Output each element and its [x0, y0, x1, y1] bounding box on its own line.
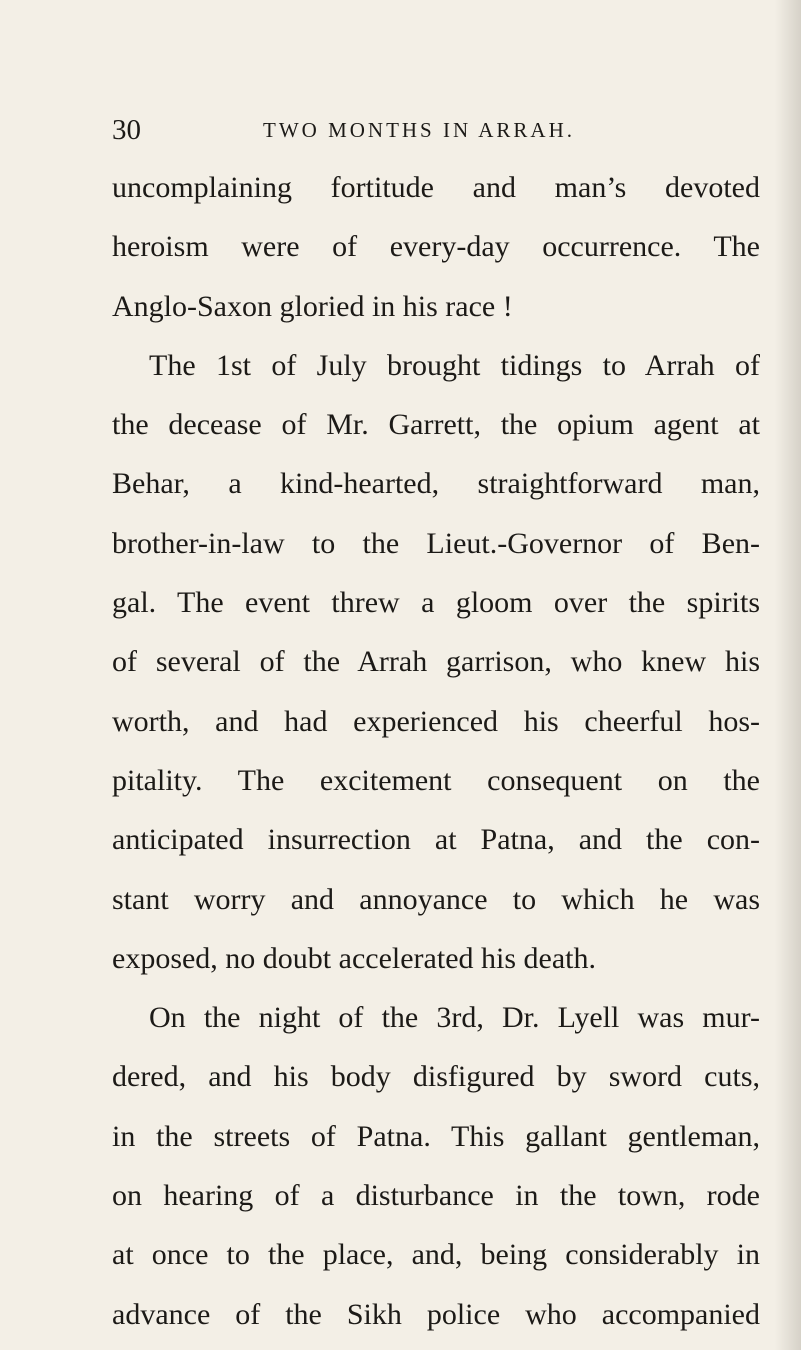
- text-line: the decease of Mr. Garrett, the opium agent at: [112, 408, 760, 442]
- text-line: advance of the Sikh police who accompanied: [112, 1297, 760, 1331]
- text-line: anticipated insurrection at Patna, and the con-: [112, 823, 760, 857]
- text-line: exposed, no doubt accelerated his death.: [112, 941, 596, 975]
- text-line: Anglo-Saxon gloried in his race !: [112, 289, 513, 323]
- body-text: [112, 158, 760, 1344]
- running-title: TWO MONTHS IN ARRAH.: [263, 118, 575, 142]
- text-line: uncomplaining fortitude and man’s devoted: [112, 171, 760, 204]
- text-line: on hearing of a disturbance in the town, rode: [112, 1179, 760, 1213]
- text-line: pitality. The excitement consequent on the: [112, 763, 760, 797]
- page-number: 30: [112, 114, 141, 146]
- page-edge-shadow: [775, 0, 801, 1350]
- text-line: at once to the place, and, being considerably in: [112, 1238, 760, 1272]
- text-line: The 1st of July brought tidings to Arrah of: [149, 348, 760, 382]
- text-line: in the streets of Patna. This gallant gentleman,: [112, 1119, 760, 1153]
- text-line: of several of the Arrah garrison, who knew his: [112, 645, 760, 679]
- text-line: heroism were of every-day occurrence. The: [112, 230, 760, 264]
- text-line: Behar, a kind-hearted, straightforward man,: [112, 467, 760, 501]
- text-line: brother-in-law to the Lieut.-Governor of Ben-: [112, 526, 760, 560]
- text-line: On the night of the 3rd, Dr. Lyell was mur-: [149, 1001, 760, 1035]
- text-line: gal. The event threw a gloom over the spirits: [112, 586, 760, 620]
- text-line: dered, and his body disfigured by sword cuts,: [112, 1060, 760, 1094]
- text-line: stant worry and annoyance to which he was: [112, 882, 760, 916]
- running-head: [112, 112, 752, 148]
- text-line: worth, and had experienced his cheerful hos-: [112, 704, 760, 738]
